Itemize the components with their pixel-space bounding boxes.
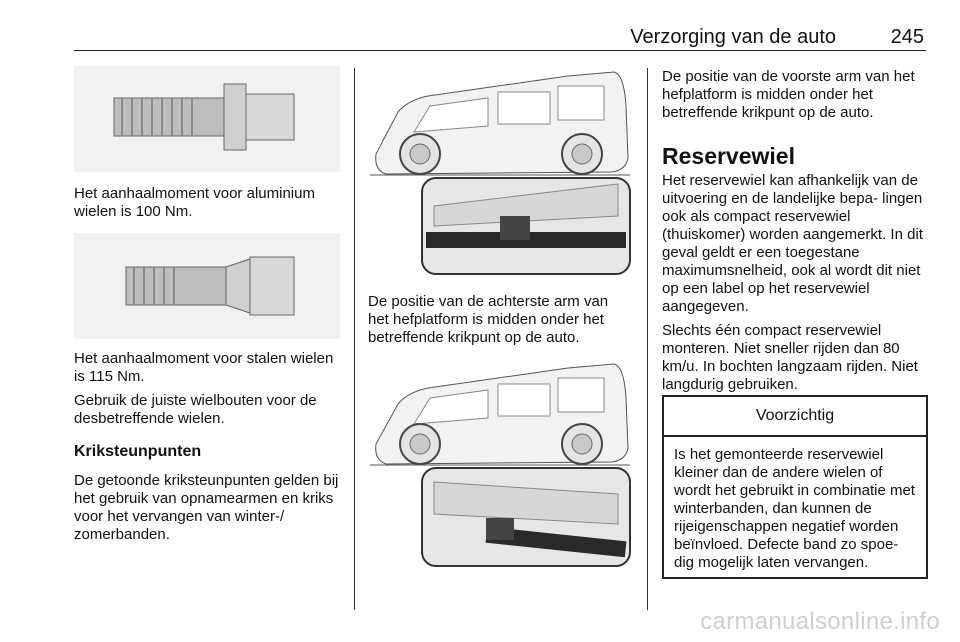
column-divider-2 <box>647 68 648 610</box>
header-title: Verzorging van de auto <box>630 26 836 48</box>
section-body: De getoonde kriksteunpunten gelden bij het gebruik van opnamearmen en kriks voor het vervangen van winter-/ zomerbanden. <box>74 472 339 543</box>
rear-arm-caption: De positie van de achterste arm van het hefplatform is midden onder het betreffende krikpunt op de auto. <box>368 293 609 346</box>
steel-wheel-bolt-illustration <box>74 233 340 339</box>
front-arm-caption: De positie van de voorste arm van het hefplatform is midden onder het betreffende krikpunt op de auto. <box>662 68 915 121</box>
caution-box <box>662 395 928 579</box>
spare-wheel-title: Reservewiel <box>662 143 795 169</box>
section-title: Kriksteunpunten <box>74 443 202 460</box>
caution-title: Voorzichtig <box>664 397 926 437</box>
caption-steel: Het aanhaalmoment voor stalen wielen is 115 Nm. <box>74 350 334 385</box>
watermark: carmanualsonline.info <box>700 608 940 635</box>
spare-wheel-paragraph-2: Slechts één compact reservewiel monteren. Niet sneller rijden dan 80 km/u. In bochten langzaam rijden. Niet langdurig gebruiken. <box>662 322 918 393</box>
aluminium-wheel-bolt-illustration <box>74 66 340 172</box>
rear-jacking-point-illustration <box>368 66 632 276</box>
page-number: 245 <box>890 26 924 48</box>
caution-body: Is het gemonteerde reservewiel kleiner dan de andere wielen of wordt het gebruikt in combinatie met winterbanden, dan kunnen de rijeigenschappen negatief worden beïnvloed. Defecte band zo spoe- dig mogelijk laten vervangen. <box>674 446 915 571</box>
caption-aluminium: Het aanhaalmoment voor aluminium wielen is 100 Nm. <box>74 185 315 220</box>
column-divider-1 <box>354 68 355 610</box>
spare-wheel-paragraph-1: Het reservewiel kan afhankelijk van de uitvoering en de landelijke bepa- lingen ook als compact reservewiel (thuiskomer) worden aangemerkt. In dit geval geldt er een toegestane maximumsnelheid, ook al wordt dit niet op een label op het reservewiel aangegeven. <box>662 172 923 315</box>
page-header <box>74 22 926 51</box>
bolts-advice: Gebruik de juiste wielbouten voor de desbetreffende wielen. <box>74 392 317 427</box>
front-jacking-point-illustration <box>368 358 632 570</box>
